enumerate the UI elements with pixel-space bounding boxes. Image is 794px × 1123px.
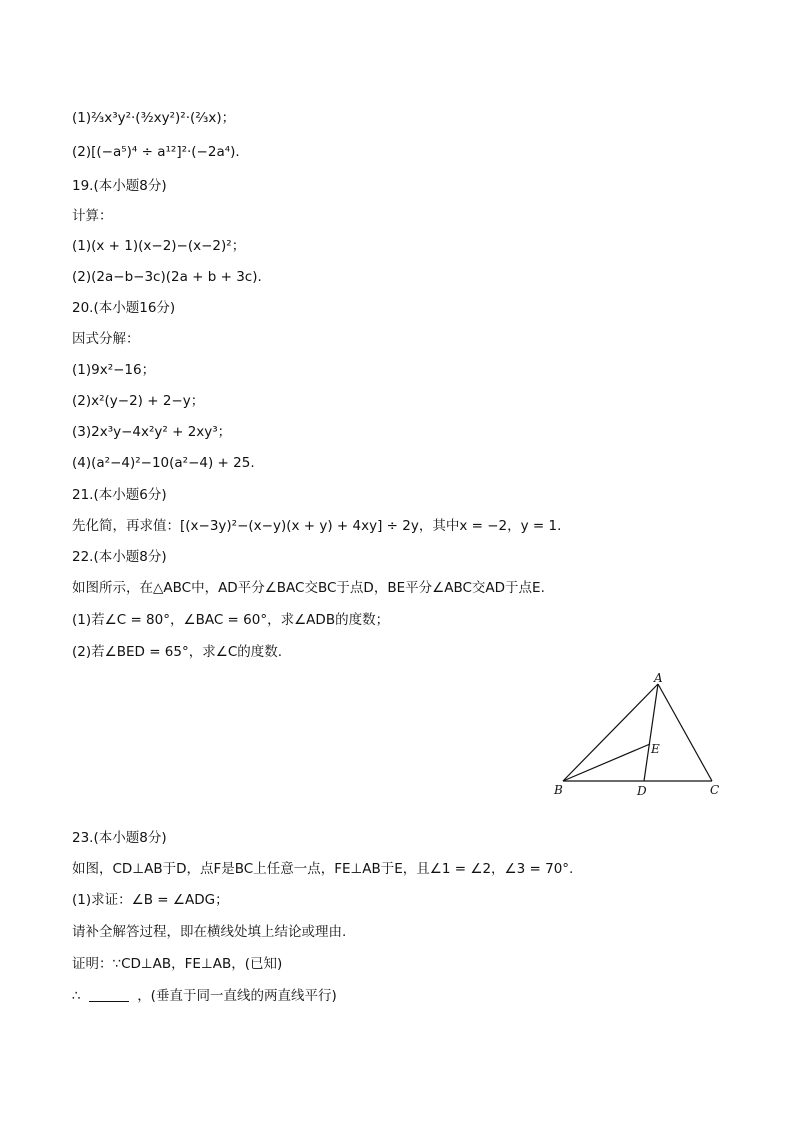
problem-20-part-2: (2)x²(y−2) + 2−y； <box>72 393 205 409</box>
problem-22-text: 如图所示，在△ABC中，AD平分∠BAC交BC于点D，BE平分∠ABC交AD于点E. <box>72 580 545 596</box>
therefore-symbol: ∴ <box>72 988 81 1004</box>
answer-blank[interactable] <box>89 989 129 1002</box>
label-c: C <box>710 783 720 797</box>
segment-ab <box>563 684 658 781</box>
problem-23-header: 23.(本小题8分) <box>72 830 167 846</box>
problem-23-part-1: (1)求证：∠B = ∠ADG； <box>72 892 229 908</box>
label-d: D <box>637 784 647 798</box>
problem-22-part-2: (2)若∠BED = 65°，求∠C的度数. <box>72 644 283 660</box>
label-b: B <box>554 783 563 797</box>
problem-22-header: 22.(本小题8分) <box>72 549 167 565</box>
problem-20-part-4: (4)(a²−4)²−10(a²−4) + 25. <box>72 455 255 471</box>
problem-22-part-1: (1)若∠C = 80°，∠BAC = 60°，求∠ADB的度数； <box>72 612 390 628</box>
problem-19-part-2: (2)(2a−b−3c)(2a + b + 3c). <box>72 269 262 285</box>
problem-20-part-1: (1)9x²−16； <box>72 362 156 378</box>
label-a: A <box>654 671 663 685</box>
problem-20-part-3: (3)2x³y−4x²y² + 2xy³； <box>72 424 232 440</box>
problem-18-part-1: (1)⅔x³y²·(³⁄₂xy²)²·(⅔x)； <box>72 110 236 126</box>
problem-19-instruction: 计算： <box>72 208 113 224</box>
problem-18-part-2: (2)[(−a⁵)⁴ ÷ a¹²]²·(−2a⁴). <box>72 144 240 160</box>
problem-21-text: 先化简，再求值：[(x−3y)²−(x−y)(x + y) + 4xy] ÷ 2y，其中x = −2，y = 1. <box>72 518 562 534</box>
problem-19-header: 19.(本小题8分) <box>72 178 167 194</box>
segment-ac <box>658 684 712 781</box>
proof-line-2 <box>72 987 337 1005</box>
problem-20-instruction: 因式分解： <box>72 331 140 347</box>
problem-23-instruction: 请补全解答过程，即在横线处填上结论或理由. <box>72 924 347 940</box>
problem-23-text: 如图，CD⊥AB于D，点F是BC上任意一点，FE⊥AB于E，且∠1 = ∠2，∠3 = 70°. <box>72 861 574 877</box>
triangle-abc-figure <box>540 668 730 798</box>
problem-21-header: 21.(本小题6分) <box>72 487 167 503</box>
proof-reason: ，(垂直于同一直线的两直线平行) <box>137 988 337 1004</box>
segment-ad <box>644 684 658 781</box>
problem-19-part-1: (1)(x + 1)(x−2)−(x−2)²； <box>72 238 246 254</box>
segment-be <box>563 744 650 781</box>
problem-20-header: 20.(本小题16分) <box>72 300 176 316</box>
label-e: E <box>651 742 660 756</box>
proof-line-1: 证明：∵CD⊥AB，FE⊥AB，(已知) <box>72 956 283 972</box>
